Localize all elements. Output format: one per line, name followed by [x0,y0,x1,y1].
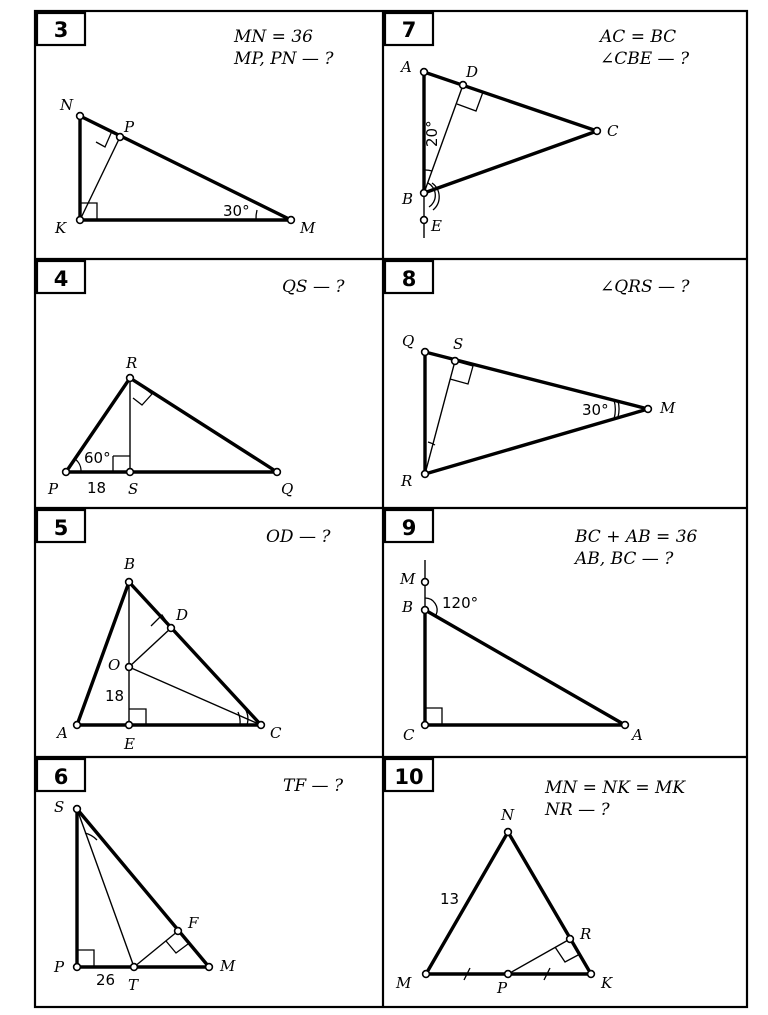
angle-label: 60° [84,449,111,467]
problem-9 [385,510,698,744]
angle-label: 30° [223,202,250,220]
condition-line: AB, BC — ? [575,549,674,569]
vertex-label: S [128,480,139,498]
vertex-label: B [402,598,414,616]
condition-line: MN = 36 [234,27,313,47]
angle-label: 30° [582,401,609,419]
condition-line: MN = NK = MK [545,778,686,798]
vertex-label: D [466,63,479,81]
condition-line: TF — ? [283,776,344,796]
vertex-label: F [188,914,199,932]
condition-line: AC = BC [600,27,677,47]
vertex-label: C [270,724,282,742]
problem-4 [37,261,345,498]
angle-label: 120° [442,594,479,612]
vertex-label: S [54,798,65,816]
vertex-label: O [108,656,121,674]
vertex-label: E [431,217,442,235]
vertex-label: A [57,724,68,742]
vertex-label: B [124,555,136,573]
condition-line: ∠CBE — ? [600,49,690,69]
triangle-figure [399,58,619,238]
condition-line: OD — ? [266,527,331,547]
vertex-label: C [607,122,619,140]
vertex-label: M [400,570,416,588]
problem-7 [385,13,690,238]
vertex-label: N [60,96,74,114]
vertex-label: P [48,480,59,498]
vertex-label: Q [402,332,415,350]
vertex-label: M [220,957,236,975]
vertex-label: T [128,976,139,994]
length-label: 13 [440,890,460,908]
vertex-label: P [54,958,65,976]
triangle-figure [399,560,643,744]
triangle-figure [395,806,613,997]
vertex-label: M [300,219,316,237]
vertex-label: D [176,606,189,624]
vertex-label: Q [281,480,294,498]
triangle-figure [400,332,676,490]
length-label: 18 [87,479,107,497]
problem-3 [37,13,334,237]
problem-10 [385,759,686,997]
vertex-label: K [55,219,67,237]
vertex-label: R [580,925,592,943]
length-label: 26 [96,971,116,989]
problem-number: 10 [394,765,424,789]
condition-line: BC + AB = 36 [575,527,698,547]
vertex-label: K [601,974,613,992]
vertex-label: P [124,118,135,136]
triangle-figure [55,555,282,753]
vertex-label: S [453,335,464,353]
condition-line: NR — ? [545,800,610,820]
vertex-label: M [660,399,676,417]
vertex-label: P [497,979,508,997]
vertex-label: B [402,190,414,208]
vertex-label: C [403,726,415,744]
problem-6 [37,759,344,994]
condition-line: MP, PN — ? [234,49,334,69]
problem-number: 3 [53,18,69,42]
triangle-figure [53,798,236,994]
problem-number: 6 [53,765,69,789]
vertex-label: M [396,974,412,992]
length-label: 18 [105,687,125,705]
vertex-label: R [126,354,138,372]
problem-number: 9 [401,516,417,540]
vertex-label: R [401,472,413,490]
problem-number: 7 [401,18,417,42]
angle-label: 20° [423,120,441,147]
problem-8 [385,261,690,490]
vertex-label: A [401,58,412,76]
condition-line: ∠QRS — ? [600,277,690,297]
problem-5 [37,510,331,753]
problem-number: 5 [53,516,69,540]
triangle-figure [54,96,316,237]
vertex-label: A [632,726,643,744]
vertex-label: N [501,806,515,824]
vertex-label: E [124,735,135,753]
problem-number: 8 [401,267,417,291]
condition-line: QS — ? [282,277,345,297]
triangle-figure [47,354,293,498]
problem-number: 4 [53,267,69,291]
